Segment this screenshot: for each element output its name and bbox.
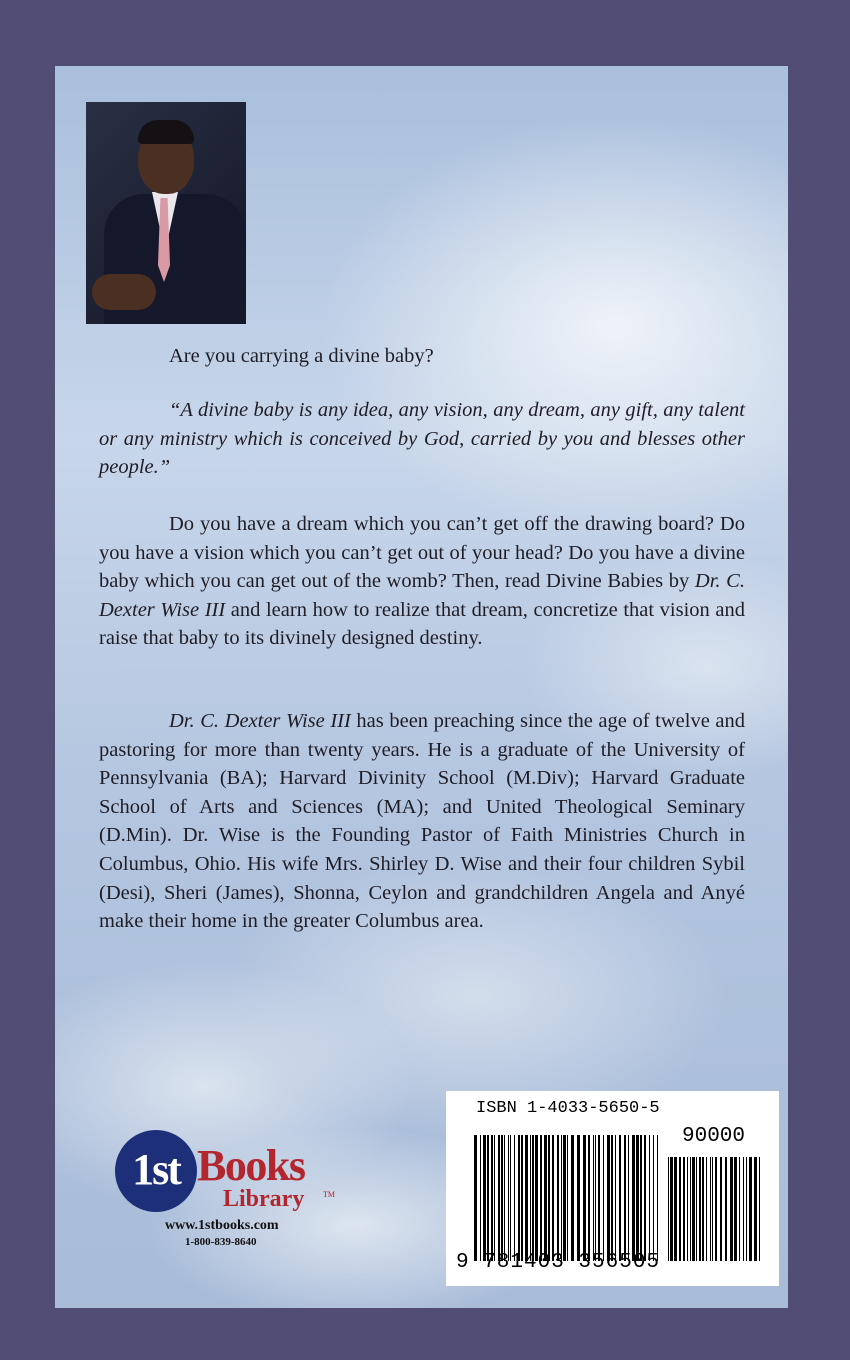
barcode-bar bbox=[725, 1157, 727, 1261]
barcode-bar bbox=[483, 1135, 486, 1261]
barcode-bar bbox=[679, 1157, 681, 1261]
barcode-bar bbox=[552, 1135, 554, 1261]
barcode-bar bbox=[593, 1135, 594, 1261]
barcode-bar bbox=[508, 1135, 509, 1261]
barcode-bar bbox=[759, 1157, 760, 1261]
barcode-bar bbox=[636, 1135, 639, 1261]
barcode-bar bbox=[674, 1157, 677, 1261]
barcode-bar bbox=[510, 1135, 511, 1261]
barcode-bar bbox=[530, 1135, 531, 1261]
barcode-bar bbox=[577, 1135, 580, 1261]
barcode-bar bbox=[487, 1135, 489, 1261]
barcode-bar bbox=[706, 1157, 707, 1261]
barcode-bar bbox=[480, 1135, 481, 1261]
barcode-bar bbox=[583, 1135, 586, 1261]
author-bio-paragraph: Dr. C. Dexter Wise III has been preaching since the age of twelve and pastoring for more than twenty years. He is a graduate of the University of Pennsylvania (BA); Harvard Divinity School (M.Div); Harvard Graduate School of Arts and Sciences (MA); and United Theological Seminary (D.Min). Dr. Wise is the Founding Pastor of Faith Ministries Church in Columbus, Ohio. His wife Mrs. Shirley D. Wise and their four children Sybil (Desi), Sheri (James), Shonna, Ceylon and grandchildren Angela and Anyé make their home in the greater Columbus area. bbox=[99, 710, 745, 933]
publisher-phone: 1-800-839-8640 bbox=[185, 1236, 257, 1248]
price-barcode bbox=[668, 1147, 760, 1271]
barcode-bar bbox=[518, 1135, 520, 1261]
barcode-bar bbox=[504, 1135, 505, 1261]
barcode-bar bbox=[644, 1135, 646, 1261]
barcode-bar bbox=[588, 1135, 590, 1261]
divine-baby-quote: “A divine baby is any idea, any vision, any dream, any gift, any talent or any ministry which is conceived by God, carried by you and blesses other people.” bbox=[99, 399, 745, 479]
barcode-bar bbox=[670, 1157, 673, 1261]
author-photo bbox=[86, 102, 246, 324]
barcode-bar bbox=[649, 1135, 650, 1261]
synopsis-paragraph: Do you have a dream which you can’t get off the drawing board? Do you have a vision which you can’t get out of your head? Do you have a divine baby which you can get out of the womb? Then, read Divine Babies by Dr. C. Dexter Wise III and learn how to realize that dream, concretize that vision and raise that baby to its divinely designed destiny. bbox=[99, 513, 745, 650]
barcode-bar bbox=[720, 1157, 722, 1261]
barcode-bar bbox=[730, 1157, 733, 1261]
barcode-bar bbox=[743, 1157, 744, 1261]
barcode-bar bbox=[657, 1135, 658, 1261]
logo-1st: 1st bbox=[132, 1145, 180, 1194]
barcode-box bbox=[446, 1091, 779, 1286]
barcode-bar bbox=[690, 1157, 691, 1261]
barcode-bar bbox=[692, 1157, 695, 1261]
price-code: 90000 bbox=[682, 1125, 746, 1148]
barcode-bar bbox=[532, 1135, 534, 1261]
barcode-bar bbox=[514, 1135, 515, 1261]
author-name: Dr. C. Dexter Wise III bbox=[169, 710, 351, 732]
ean-number: 9 781403 356505 bbox=[456, 1251, 661, 1274]
back-cover bbox=[55, 66, 788, 1308]
barcode-bar bbox=[653, 1135, 654, 1261]
barcode-bar bbox=[696, 1157, 697, 1261]
barcode-bar bbox=[561, 1135, 562, 1261]
barcode-bar bbox=[491, 1135, 493, 1261]
barcode-bar bbox=[474, 1135, 477, 1261]
logo-trademark: TM bbox=[323, 1190, 335, 1199]
barcode-bar bbox=[535, 1135, 538, 1261]
barcode-bar bbox=[571, 1135, 574, 1261]
publisher-url: www.1stbooks.com bbox=[165, 1218, 279, 1233]
barcode-bar bbox=[668, 1157, 669, 1261]
barcode-bar bbox=[598, 1135, 600, 1261]
barcode-bar bbox=[683, 1157, 685, 1261]
barcode-bar bbox=[632, 1135, 635, 1261]
barcode-bar bbox=[603, 1135, 604, 1261]
barcode-bar bbox=[548, 1135, 550, 1261]
barcode-bar bbox=[754, 1157, 757, 1261]
barcode-bar bbox=[739, 1157, 740, 1261]
barcode-bar bbox=[687, 1157, 688, 1261]
barcode-bar bbox=[710, 1157, 711, 1261]
logo-books: Books bbox=[197, 1141, 305, 1190]
barcode-bar bbox=[749, 1157, 752, 1261]
barcode-bar bbox=[525, 1135, 528, 1261]
barcode-bar bbox=[611, 1135, 613, 1261]
barcode-bar bbox=[715, 1157, 717, 1261]
barcode-bar bbox=[540, 1135, 542, 1261]
barcode-bar bbox=[615, 1135, 616, 1261]
author-name: Dr. C. Dexter Wise III bbox=[99, 570, 745, 621]
barcode-bar bbox=[619, 1135, 621, 1261]
barcode-bar bbox=[494, 1135, 495, 1261]
barcode-bar bbox=[498, 1135, 500, 1261]
barcode-bar bbox=[595, 1135, 596, 1261]
barcode-bar bbox=[521, 1135, 523, 1261]
barcode-bar bbox=[640, 1135, 642, 1261]
logo-library: Library bbox=[223, 1186, 305, 1212]
barcode-bar bbox=[746, 1157, 747, 1261]
barcode-bar bbox=[699, 1157, 701, 1261]
ean-barcode bbox=[474, 1125, 658, 1271]
barcode-bar bbox=[544, 1135, 547, 1261]
barcode-bar bbox=[557, 1135, 559, 1261]
publisher-logo bbox=[115, 1130, 355, 1250]
barcode-bar bbox=[702, 1157, 704, 1261]
barcode-bar bbox=[567, 1135, 568, 1261]
intro-question: Are you carrying a divine baby? bbox=[169, 345, 434, 367]
barcode-bar bbox=[563, 1135, 566, 1261]
barcode-bar bbox=[624, 1135, 626, 1261]
barcode-bar bbox=[501, 1135, 503, 1261]
barcode-bar bbox=[734, 1157, 737, 1261]
barcode-bar bbox=[628, 1135, 629, 1261]
barcode-bar bbox=[712, 1157, 713, 1261]
isbn-label: ISBN 1-4033-5650-5 bbox=[476, 1099, 660, 1118]
barcode-bar bbox=[607, 1135, 610, 1261]
